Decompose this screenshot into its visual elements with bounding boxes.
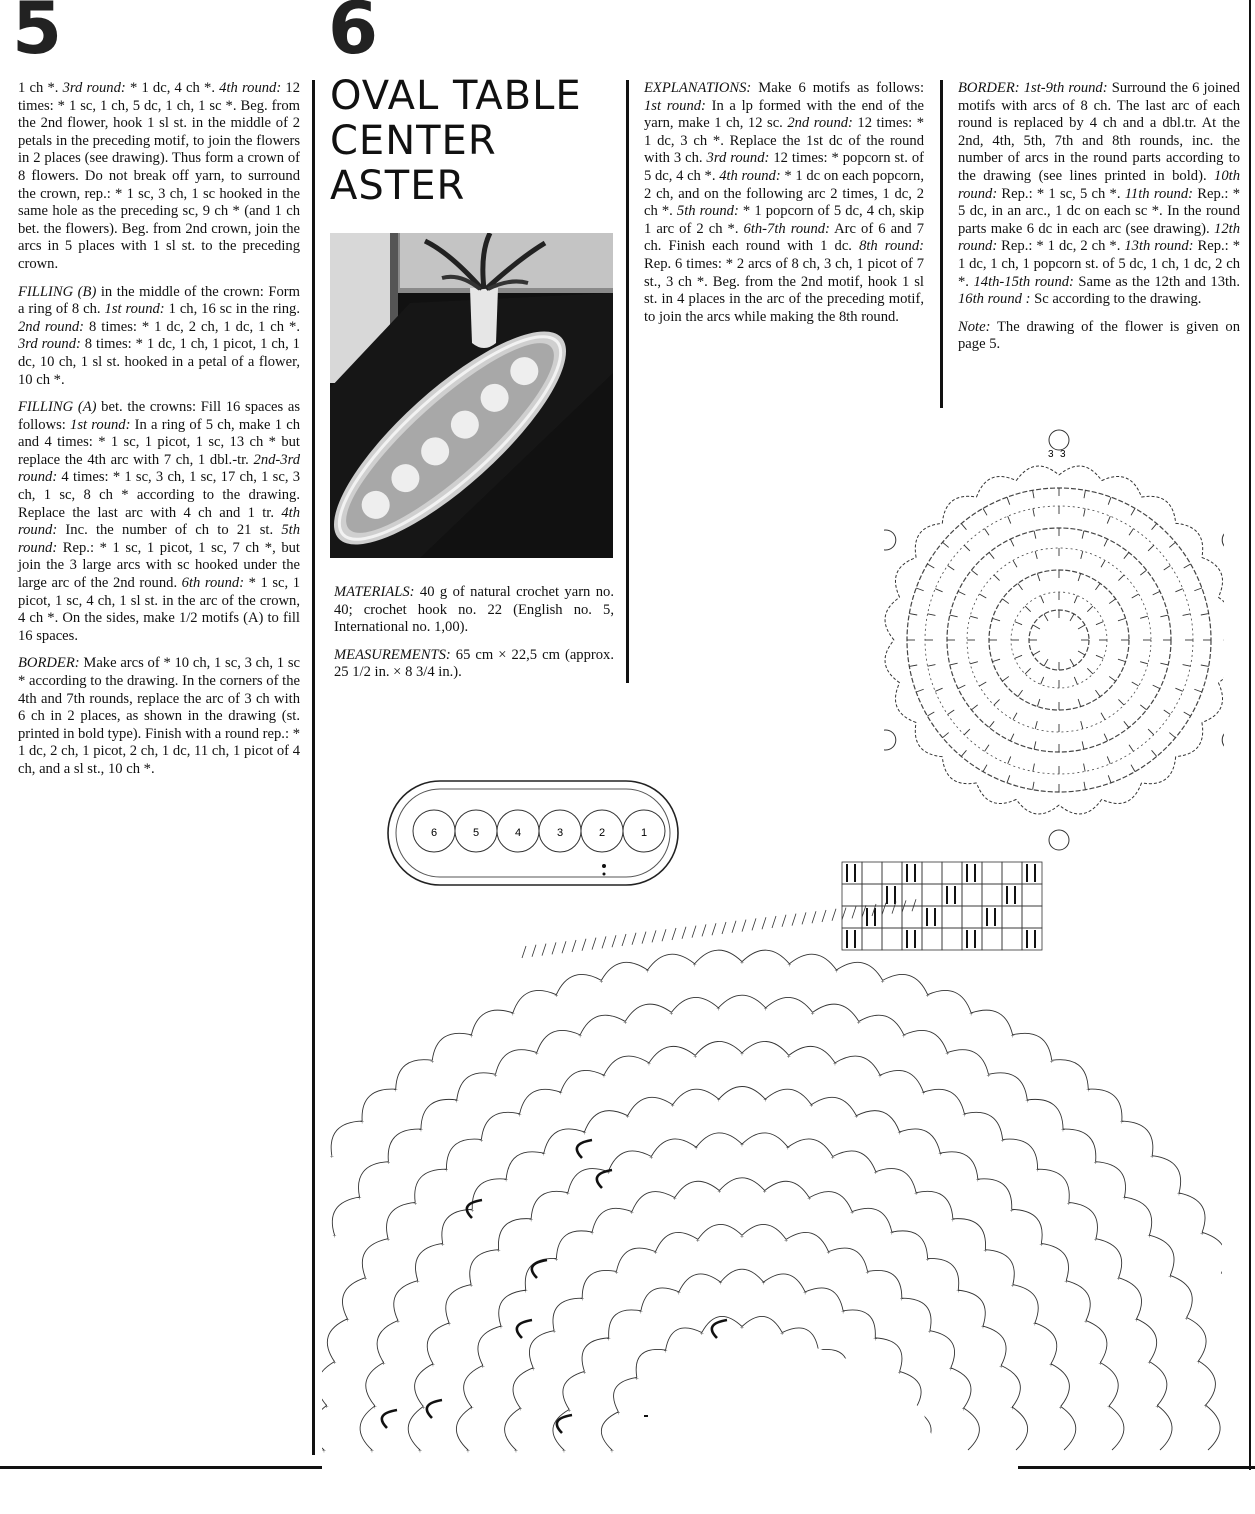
svg-text:+: + (1147, 1358, 1152, 1367)
svg-text:+: + (623, 1018, 628, 1027)
svg-text:+: + (975, 1176, 980, 1185)
svg-text:+: + (493, 1071, 498, 1080)
svg-text:+: + (1155, 1402, 1160, 1411)
svg-text:+: + (418, 1126, 423, 1135)
svg-text:+: + (670, 1101, 675, 1110)
svg-text:+: + (447, 1319, 452, 1328)
svg-text:+: + (469, 1281, 474, 1290)
svg-text:+: + (1000, 1136, 1005, 1145)
svg-text:+: + (826, 1248, 831, 1257)
svg-text:+: + (717, 1187, 722, 1196)
pattern-5-instructions (18, 80, 300, 789)
svg-text:+: + (716, 1096, 721, 1105)
svg-text:+: + (899, 1295, 904, 1304)
motif-label-4: 4 (514, 827, 522, 839)
svg-text:+: + (578, 1031, 583, 1040)
svg-text:+: + (841, 1307, 846, 1316)
title-line-1: OVAL TABLE (330, 73, 582, 119)
svg-text:+: + (1048, 1360, 1053, 1369)
explanations-paragraph: EXPLANATIONS: Make 6 motifs as follows: 1st round: In a lp formed with the end of the yarn, make 1 ch, 12 sc. 2nd round: 12 times: * 1 dc, 3 ch *. Replace the 1st dc of the round with 3 ch. 3rd round: 12 times: * popcorn st. of 5 dc, 4 ch *. 4th round: * 1 dc on each popcorn, 2 ch, and on the following arc 2 times, 1 dc, 2 ch *. 5th round: * 1 popcorn of 5 dc, 4 ch, skip 1 arc of 2 ch *. 6th-7th round: Arc of 6 and 7 ch. Finish each round with 1 dc. 8th round: Rep. 6 times: * 2 arcs of 8 ch, 3 ch, 1 picot of 7 st., 3 ch *. Beg. from the 2nd motif, hook 1 sl st. in 4 places in the arc of the preceding motif, to join the arcs while making the 8th round. (644, 80, 925, 325)
svg-text:+: + (694, 1144, 699, 1153)
svg-text:+: + (873, 1168, 878, 1177)
svg-text:+: + (534, 1049, 539, 1058)
svg-text:+: + (552, 1327, 557, 1336)
svg-text:+: + (653, 1248, 658, 1257)
svg-text:+: + (1009, 1206, 1014, 1215)
svg-text:+: + (1168, 1272, 1173, 1281)
svg-text:+: + (1039, 1240, 1044, 1249)
svg-text:+: + (510, 1009, 515, 1018)
svg-text:+: + (518, 1405, 523, 1414)
border-paragraph: BORDER: Make arcs of * 10 ch, 1 sc, 3 ch, 1 sc * according to the drawing. In the corners of the 4th and 7th rounds, replace the arc of 3 ch with 6 ch in 2 places, as shown in the drawing (st. printed in bold type). Finish with a round rep.: * 1 dc, 2 ch, 1 picot, 2 ch, 1 dc, 11 ch, 1 picot of 4 ch, and a sl st., 10 ch *. (18, 655, 300, 777)
svg-text:+: + (880, 977, 885, 986)
svg-text:+: + (541, 1150, 546, 1159)
svg-text:+: + (676, 1288, 681, 1297)
svg-text:+: + (1061, 1126, 1066, 1135)
svg-text:+: + (610, 1447, 614, 1455)
svg-text:+: + (645, 967, 650, 976)
svg-text:+: + (496, 1246, 501, 1255)
svg-text:+: + (938, 1150, 943, 1159)
svg-text:+: + (921, 1089, 926, 1098)
explanations-block (644, 80, 924, 336)
svg-text:+: + (784, 1236, 789, 1245)
svg-text:+: + (761, 1279, 766, 1288)
svg-text:+: + (580, 1295, 585, 1304)
svg-text:+: + (948, 1364, 953, 1373)
svg-text:+: + (763, 1004, 768, 1013)
svg-text:+: + (672, 1194, 677, 1203)
svg-text:+: + (1010, 1404, 1015, 1413)
svg-text:+: + (1196, 1357, 1201, 1366)
crown-paragraph: 1 ch *. 3rd round: * 1 dc, 4 ch *. 4th round: 12 times: * 1 sc, 1 ch, 5 dc, 1 ch, 1 sc *. Beg. from the 2nd flower, hook 1 sl st. in the middle of 2 petals in the preceding motif, to join the flowers in 2 places (see drawing). Thus form a crown of 8 flowers. Do not break off yarn, to surround the crown, rep.: * 1 sc, 3 ch, 1 sc hooked in the same hole as the preceding sc, 9 ch * (and 1 ch bet. the flowers). Beg. from 2nd crown, join the arcs in 5 places with 1 sl st. to the preceding crown. (18, 80, 300, 272)
motif-label-1: 1 (640, 827, 648, 839)
svg-text:+: + (386, 1158, 391, 1167)
svg-text:+: + (1119, 1118, 1124, 1127)
svg-text:+: + (421, 1403, 426, 1412)
svg-text:+: + (740, 1141, 744, 1150)
svg-text:+: + (393, 1086, 398, 1095)
svg-text:+: + (740, 1049, 744, 1058)
motif-label-2: 2 (598, 827, 606, 839)
svg-text:+: + (480, 1362, 485, 1371)
svg-text:+: + (830, 1153, 835, 1162)
svg-text:+: + (625, 1112, 630, 1121)
svg-text:+: + (1058, 1403, 1063, 1412)
svg-text:+: + (740, 958, 744, 967)
svg-text:+: + (470, 1206, 475, 1215)
svg-text:+: + (986, 1071, 991, 1080)
svg-text:+: + (1150, 1152, 1155, 1161)
svg-text:+: + (873, 1334, 878, 1343)
svg-text:+: + (499, 1323, 503, 1332)
svg-text:+: + (529, 1215, 534, 1224)
svg-text:+: + (1010, 1281, 1015, 1290)
svg-text:+: + (695, 1236, 700, 1245)
svg-text:+: + (646, 1059, 651, 1068)
svg-text:+: + (1147, 1232, 1152, 1241)
svg-text:+: + (716, 1004, 721, 1013)
svg-text:+: + (440, 1240, 445, 1249)
svg-text:+: + (897, 1368, 902, 1377)
svg-text:+: + (431, 1360, 435, 1369)
svg-text:+: + (897, 1128, 902, 1137)
svg-text:+: + (395, 1317, 400, 1326)
svg-text:+: + (345, 1315, 350, 1324)
title-line-3: ASTER (330, 163, 466, 209)
svg-text:+: + (945, 1049, 950, 1058)
svg-text:+: + (466, 1447, 470, 1455)
svg-text:+: + (504, 1176, 509, 1185)
svg-text:+: + (1064, 1277, 1069, 1286)
svg-text:+: + (956, 1287, 961, 1296)
svg-text:+: + (1107, 1402, 1112, 1411)
svg-text:+: + (562, 1447, 566, 1455)
motif-label-5: 5 (472, 827, 480, 839)
svg-text:+: + (1093, 1158, 1098, 1167)
svg-text:+: + (329, 1152, 334, 1161)
svg-text:+: + (469, 1031, 474, 1040)
section-number-5: 5 (12, 0, 63, 70)
filling-b-paragraph: FILLING (B) in the middle of the crown: Form a ring of 8 ch. 1st round: 1 ch, 16 sc in the ring. 2nd round: 8 times: * 1 dc, 2 ch, 1 dc, 1 ch *. 3rd round: 8 times: * 1 dc, 1 ch, 1 picot, 1 ch, 1 dc, 10 ch, 1 sl st. hooked in a petal of a flower, 10 ch *. (18, 283, 300, 388)
svg-text:+: + (523, 1287, 528, 1296)
svg-text:+: + (1049, 1057, 1054, 1066)
svg-text:+: + (514, 1447, 518, 1455)
svg-text:+: + (983, 1246, 988, 1255)
svg-text:+: + (558, 1089, 563, 1098)
svg-text:+: + (740, 1323, 744, 1332)
column-divider-right (940, 80, 943, 408)
svg-text:+: + (565, 1189, 570, 1198)
svg-text:+: + (889, 1229, 894, 1238)
svg-text:+: + (415, 1277, 420, 1286)
svg-text:+: + (787, 960, 792, 969)
svg-text:+: + (1184, 1314, 1189, 1323)
svg-text:+: + (1200, 1229, 1205, 1238)
svg-text:+: + (718, 1279, 723, 1288)
svg-text:+: + (601, 1072, 606, 1081)
flower-motif-diagram (884, 425, 1224, 855)
svg-text:+: + (950, 1215, 955, 1224)
materials-paragraph: MATERIALS: 40 g of natural crochet yarn no. 40; crochet hook no. 22 (English no. 5, International no. 1,00). (334, 584, 614, 636)
svg-text:+: + (925, 991, 930, 1000)
svg-text:+: + (927, 1327, 932, 1336)
svg-text:+: + (370, 1447, 374, 1455)
svg-text:+: + (1086, 1086, 1091, 1095)
svg-text:+: + (381, 1359, 386, 1368)
svg-text:+: + (962, 1110, 967, 1119)
svg-text:+: + (332, 1358, 337, 1367)
svg-text:+: + (582, 1128, 587, 1137)
svg-text:+: + (386, 1235, 391, 1244)
svg-text:+: + (606, 1168, 611, 1177)
svg-text:+: + (1032, 1319, 1037, 1328)
svg-text:+: + (809, 1101, 814, 1110)
svg-text:+: + (567, 1406, 572, 1415)
svg-text:+: + (582, 1368, 587, 1377)
note-paragraph: Note: The drawing of the flower is given on page 5. (958, 318, 1240, 353)
svg-text:+: + (590, 1229, 595, 1238)
svg-text:+: + (332, 1232, 337, 1241)
motif-label-6: 6 (430, 827, 438, 839)
svg-text:+: + (479, 1136, 484, 1145)
svg-text:+: + (901, 1031, 906, 1040)
motif-label-3: 3 (556, 827, 564, 839)
svg-text:+: + (833, 1059, 837, 1068)
svg-text:+: + (1093, 1235, 1098, 1244)
svg-text:+: + (1066, 1199, 1071, 1208)
svg-text:+: + (850, 1208, 855, 1217)
svg-text:+: + (1116, 1274, 1121, 1283)
svg-text:+: + (914, 1189, 919, 1198)
svg-text:+: + (856, 1018, 861, 1027)
measurements-paragraph: MEASUREMENTS: 65 cm × 22,5 cm (approx. 25 1/2 in. × 8 3/4 in.). (334, 646, 614, 681)
svg-text:+: + (469, 1404, 474, 1413)
svg-text:+: + (969, 1009, 974, 1018)
svg-text:+: + (363, 1274, 368, 1283)
svg-text:+: + (1084, 1317, 1088, 1326)
svg-text:+: + (322, 1447, 326, 1455)
border-block (958, 80, 1240, 364)
svg-text:+: + (1025, 1096, 1030, 1105)
svg-text:+: + (531, 1364, 536, 1373)
svg-text:+: + (454, 1096, 459, 1105)
svg-text:+: + (606, 1334, 611, 1343)
svg-text:+: + (1177, 1189, 1181, 1198)
svg-text:+: + (517, 1110, 522, 1119)
svg-text:+: + (663, 1347, 668, 1356)
column-divider-left (312, 80, 315, 1455)
bottom-rule-left (0, 1466, 322, 1469)
svg-text:+: + (418, 1447, 422, 1455)
svg-text:+: + (693, 1052, 698, 1061)
svg-text:+: + (413, 1199, 418, 1208)
svg-text:+: + (444, 1166, 449, 1175)
svg-text:+: + (599, 977, 604, 986)
border-stitch-diagram (322, 850, 1222, 1514)
svg-text:+: + (1134, 1315, 1139, 1324)
svg-text:+: + (692, 960, 697, 969)
svg-text:+: + (614, 1268, 619, 1277)
svg-text:+: + (669, 1009, 674, 1018)
svg-text:+: + (803, 1288, 808, 1297)
svg-text:+: + (762, 1187, 767, 1196)
svg-text:+: + (1035, 1166, 1040, 1175)
column-divider-mid (626, 80, 629, 683)
section-number-6: 6 (328, 0, 379, 70)
svg-text:+: + (999, 1362, 1004, 1371)
svg-text:+: + (878, 1072, 883, 1081)
flower-round-label-b: 3 (1060, 449, 1066, 460)
svg-text:+: + (372, 1402, 377, 1411)
svg-text:+: + (699, 1329, 704, 1338)
svg-text:+: + (430, 1057, 435, 1066)
svg-text:+: + (785, 1144, 790, 1153)
svg-text:+: + (1010, 1031, 1015, 1040)
svg-text:+: + (324, 1402, 329, 1411)
svg-text:+: + (554, 991, 559, 1000)
svg-text:+: + (634, 1374, 639, 1383)
svg-text:+: + (807, 1194, 812, 1203)
svg-text:+: + (925, 1255, 930, 1264)
svg-text:+: + (980, 1323, 985, 1332)
svg-text:+: + (638, 1307, 643, 1316)
filling-a-paragraph: FILLING (A) bet. the crowns: Fill 16 spaces as follows: 1st round: In a ring of 5 ch, make 1 ch and 4 times: * 1 sc, 1 picot, 1 sc, 13 ch * but replace the 4th arc with 7 ch, 1 dbl.-tr. 2nd-3rd round: 4 times: * 1 sc, 3 ch, 1 sc, 17 ch, 1 sc, 3 ch, 1 sc, 8 ch * according to the drawing. Replace the last arc with 4 ch and 1 tr. 4th round: Inc. the number of ch to 21 st. 5th round: Rep.: * 1 sc, 1 picot, 1 sc, 7 ch *, but join the 3 large arcs with sc hooked under the large arc of the 2nd round. 6th round: * 1 sc, 1 picot, 1 sc, 4 ch, 1 sl st. in the arc of the crown, 4 ch *. On the sides, make 1/2 motifs (A) to fill 16 spaces. (18, 399, 300, 644)
border-rounds-paragraph: BORDER: 1st-9th round: Surround the 6 joined motifs with arcs of 8 ch. The last arc of each round is replaced by 4 ch and a dbl.tr. At the 2nd, 4th, 5th, 7th and 8th rounds, inc. the number of arcs in the round parts according to the drawing (see lines printed in bold). 10th round: Rep.: * 1 sc, 5 ch *. 11th round: Rep.: * 5 dc, in an arc., 1 dc on each sc *. In the round parts make 6 dc in each arc (see drawing). 12th round: Rep.: * 1 dc, 2 ch *. 13th round: Rep.: * 1 dc, 1 ch, 1 popcorn st. of 5 dc, 1 ch, 1 dc, 2 ch *. 14th-15th round: Same as the 12th and 13th. 16th round : Sc according to the drawing. (958, 80, 1240, 308)
table-center-photo (330, 233, 613, 558)
svg-text:+: + (786, 1052, 791, 1061)
svg-text:+: + (360, 1118, 365, 1127)
page-edge-right (1249, 0, 1251, 1470)
svg-text:+: + (854, 1112, 859, 1121)
svg-text:+: + (961, 1405, 966, 1414)
pattern-title (330, 74, 620, 209)
svg-text:+: + (616, 1408, 621, 1417)
svg-text:+: + (763, 1096, 768, 1105)
svg-text:+: + (834, 967, 839, 976)
svg-text:+: + (810, 1009, 815, 1018)
svg-text:+: + (649, 1153, 654, 1162)
svg-text:+: + (1122, 1194, 1127, 1203)
flower-round-label-a: 3 (1048, 449, 1054, 460)
materials-block (334, 584, 614, 692)
svg-text:+: + (865, 1268, 870, 1277)
svg-text:+: + (740, 1232, 744, 1241)
svg-text:+: + (554, 1255, 559, 1264)
svg-text:+: + (1098, 1359, 1103, 1368)
svg-text:+: + (629, 1208, 634, 1217)
svg-text:+: + (357, 1194, 362, 1203)
svg-text:+: + (1203, 1402, 1208, 1411)
title-line-2: CENTER (330, 118, 497, 164)
svg-text:+: + (780, 1329, 785, 1338)
